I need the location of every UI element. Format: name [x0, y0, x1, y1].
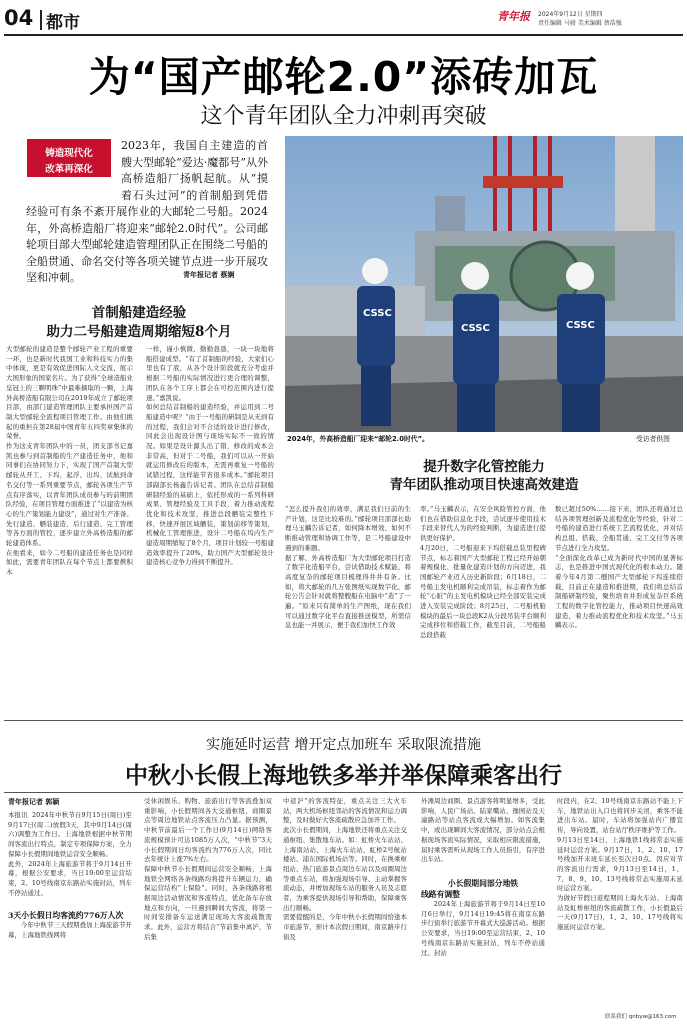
article2-byline: 青年报记者 郭颖	[8, 797, 60, 806]
article1-col3: “怎么提升我们的效率，满足我们日前的生产计划，这是比较难的。”邮轮项目部部长助理马玉麟告诉记者，如何降本增效、如何不断推动管理和协调工作等，是二号船建设中遇到的难题。 据了解，外高桥造船厂为大型邮轮项目打造了数字化造船平台，尝试借助技术赋能，将高度复杂的邮轮项目梳理得井井有条。比如，将大邮轮的几万张图纸实现数字化，邮轮公告会针对就将整艘船在电脑中“造”了一遍。“原来只有简单的生产图纸，现在我们可以通过数字化平台直接推送模型，所需信息也能一并展示，便于我们加快工作效	[285, 505, 411, 630]
lead-text: 2023年，我国自主建造的首艘大型邮轮“爱达·魔都号”从外高桥造船厂扬帆起航。从“摸着石头过河”的首制船到凭借经验可有条不紊开展作业的大邮轮二号船。2024年，外高桥造船厂将迎来“邮轮2.0时代”。公司邮轮项目部大型邮轮建造管理团队正在围绕二号船的全船贯通、命名交付等各项关键节点进一步开展攻坚和冲刺。	[26, 139, 268, 284]
article2-col1-wrap	[8, 811, 132, 1011]
shipyard-photo	[285, 136, 683, 432]
date-line: 2024年9月12日 星期四	[538, 11, 603, 18]
article2-col1: 本报讯 2024年中秋节自9月15日(周日)至9月17日(周二)放假3天，其中9月14日(周六)调整为工作日。上海地铁根据中秋节期间客流出行特点，制定专项保障方案，全力保障小长假期间地铁运营安全顺畅。 此外，2024年上海旅游节将于9月14日开幕，根据公安要求，当日19:00至运营结束，2、10号线南京东路站实施封站，列车不停站通过。	[8, 811, 132, 897]
article2-col4: 外滩周边商圈、景点游客将明显增多，受此影响，人民广场站、陆家嘴站、豫园站及天潼路站等站点客流或大幅增加。如客流集中，或出现瞬间大客流情况，部分站点会根据现场客流实际情况，采取相应限流措施，届时乘客需听从现场工作人员指引，有序进出车站。	[421, 797, 545, 864]
article2-kicker: 实施延时运营 增开定点加班车 采取限流措施	[206, 737, 481, 753]
newspaper-logo: 青年报	[497, 10, 530, 23]
red-tag-line2: 改革再深化	[45, 164, 93, 175]
article2-col4-subhead-line1: 小长假期间部分地铁	[447, 879, 519, 888]
article1-col5: 数已超过50%……接下来，团队还将通过总结各项管理创新及流程优化等经验，针对二号船的建造进行系统工艺流程优化，并对结构总组、搭载、全船贯通、完工交付等各项节点进行全力攻坚。 “全面深化改革已成为新时代中国的显著标志，也是推进中国式现代化的根本动力。随着今年4月第二艘国产大型邮轮下坞连续搭载，目前正在建造和推进期，我们将总结首制船研制经验，聚焦培育并形成复杂巨系统工程的数字化管控能力，推动项目快速高效建造，着力推动流程优化和技术攻坚。”马玉麟表示。	[555, 505, 683, 630]
main-headline: 为“国产邮轮2.0”添砖加瓦	[88, 53, 599, 101]
article2-col1-tail: 今年中秋节三天假期叠加上海旅游节开幕，上海地铁线网将	[8, 921, 132, 939]
byline: 青年报记者 蔡娴	[183, 270, 235, 279]
section1-title-line2: 助力二号船建造周期缩短8个月	[46, 324, 232, 340]
helmet-logo-1: CSSC	[363, 308, 392, 319]
article2-col3: 中返沪”的客流特征，重点关注三大火车站，两大机场枢纽邻站的客流情况和运力调整，及时做好大客流疏散应急加开工作。 此次小长假期间，上海地铁还将重点关注交通枢纽、集散地车站。如：虹桥火车站站、上海南站站、上海火车站站、虹桥2号航站楼站、浦东国际机场站等。同时，在换乘枢纽站、热门旅游景点周边车站以及商圈周边等重点车站，将加强现场引导、主动掌握客流动态，并增加现场车站的服务人员及志愿者，为乘客提供现场引导和帮助，保障乘客出行顺畅。 需要提醒的是，今年中秋小长假期间恰逢本市旅游节，预计本次假日期间，南京路步行街及	[283, 797, 407, 941]
section-name: 都市	[46, 13, 80, 33]
article2-col4-wrap	[421, 797, 545, 1015]
editors-line: 责任编辑 马骏 美术编辑 蔡浩强	[538, 20, 622, 27]
footer-contact: 联系我们 qnbyw@163.com	[605, 1014, 677, 1020]
lead-paragraph	[26, 138, 268, 288]
section2-title-line1: 提升数字化管控能力	[423, 459, 545, 475]
article-divider	[4, 720, 683, 721]
article2-headline: 中秋小长假上海地铁多举并举保障乘客出行	[125, 763, 562, 789]
article2-col5: 时段内，在2、10号线南京东路站不能上下车，地铁站出入口也将同步关闭，乘客不能进出车站。届时，车站将加强站内广播宣传，导向设置，站台站厅秩序维护等工作。 9月13日至14日，上海地铁1线将常态实施延时运营方案。9月17日，1、2、10、17号线加开末班车延长至次日0点。因应对节的客流出行需求，9月13日至14日，1、7、8、9、10、13号线将常态实施周末延时运营方案。 为做好节假日返程期间上海火车站、上海南站及虹桥枢纽的客流疏散工作，小长假最后一天(9月17日)，1、2、10、17号线将实施延时运营方案。	[557, 797, 683, 932]
helmet-logo-3: CSSC	[566, 320, 595, 331]
article2-col4-subhead-line2: 线路有调整	[421, 890, 460, 899]
photo-caption: 2024年，外高桥造船厂迎来“邮轮2.0时代”。	[287, 435, 429, 443]
photo-credit: 受访者供图	[636, 435, 670, 443]
article2-col2: 受休闲娱乐、购物、旅游出行等客流叠加双重影响，小长假期间各大交通枢纽、商圈景点等周边地铁站点客流压力凸显。据预测，中秋节前最后一个工作日(9月14日)网络客流规模预计可达1085万人次，“中秋节”3天小长假期间日均客流约为776万人次，同比去年统计上涨7%左右。 保障中秋节小长假期间运营安全顺畅，上海地铁全网络各条线路均将提升车辆运力，确保运营结构“上保险”。同时，各条线路将根据周边活动情况和客流特点，优化备车存放地点和方向，一旦遇到瞬间大客流，将第一时间安排备车运送满足现场大客流疏散需求。此外，运营方将结合“节前集中离沪、节后集	[144, 797, 272, 941]
main-subheadline: 这个青年团队全力冲刺再突破	[200, 104, 487, 129]
header-divider	[40, 10, 42, 30]
article2-col4-tail: 2024年上海旅游节将于9月14日至10月6日举行，9月14日19:45将在南京东路步行街举行旅游节开幕式大巡游活动。根据公安要求，当日19:00至运营结束，2、10号线南京东路站实施封站，列车不停站通过。封站	[421, 900, 545, 957]
article1-col4: 率。”马玉麟表示，在安全风险管控方面，他们也在借助信息化手段，尝试逐步使用技术手段来替代人为的经验判断，为建造进行提供更好保护。 4月20日，二号船迎来下坞搭载总装里程碑节点，标志着国产大型邮轮工程已经开始朝着规模化、批量化建造计划的方向迈进，我国邮轮产业迈入历史新阶段；6月18日，二号船主发电机顺利完成吊装，标志着作为邮轮“心脏”的主发电机模块已经全部安装完成进入安装完成阶段；8月25日，二号船机舱模块的最后一块总段K2从分段吊装平台顺利完成移位和搭载工作，截至目前，二号船船总段搭载	[420, 505, 546, 640]
page-number: 04	[4, 6, 34, 30]
article1-col1: 大型邮轮的建造是整个邮轮产业工程的重要一环，也是新时代我国工业和科技实力的集中体现，更是有效促进国际人文交流、展示大国形象的国家名片。为了获得“全球造船业皇冠上的三颗明珠”中最难摘取的一颗，上海外高桥造船有限公司在2019年成立了邮轮项目部，由部门建造管理团队主要承担国产首制大型邮轮全流程项目管理工作。由他们挑起的重担在第28届中国青年五四奖章集体的荣誉。 作为这支青年团队中的一员，团支部书记嘉凯也参与到首制船的生产建造任务中，他和同事们在协同努力下，实现了国产首制大型邮轮从开工、下坞、起浮、出坞、试航到命名交付等一系列重要节点，邮轮各项生产节点有序落实，以青年团队成员参与的前期团队经验，在项目管理方面推进了“以建造为核心的生产策划能力建设”，通过对生产准备、先行建造、舾装建造、后行建造、完工管理等各方面的管控，逐步建立外高桥造船的邮轮建造体系。 在他看来，如今二号船的建造任务也是同样如此，需要青年团队在每个节点上都要携积木	[6, 345, 133, 577]
article2-headline-rule	[4, 792, 683, 793]
red-tag-line1: 铸造现代化	[45, 148, 93, 159]
helmet-logo-2: CSSC	[461, 323, 490, 334]
section2-title-line2: 青年团队推动项目快速高效建造	[389, 477, 579, 493]
article2-col1-subhead: 3天小长假日均客流约776万人次	[8, 911, 124, 920]
article1-col2: 一样，谨小慎微、勤勤恳恳，一块一块地将船搭建成型。“有了首制船的经验，大家们心里也有了底，从各个设计阶段就充分考虑并根据二号船的实际情况进行更合理的调整，团队在各个工序上都会在可控范围内进行提速。”嘉凯说。 如何总结首制船的建造经验，并运用到二号船建造中呢？“由于一号船的研制是从无到有的过程，我们会对不合适的设计进行修改，同此会出现设计图与现场实际不一致的情况。如果是设计源头出了错，修改的成本会非常高，但对于二号船，我们可以从一开始就运用修改后的版本，无需再重复一号船的试错过程，这样能节省很多成本。”邮轮项目部副部长杨鑫告诉记者。团队在总结首制船研制经验的基础上，依托形成的一系列科研成果、管理经验及工具手段，着力推动流程优化和技术攻坚，推进总段舾装完整性下移，快速开展区域舾装，策划前移等策划，机械化工管理推进，设计二号船在坞内生产建造周期缩短了8个月，项目计划较一号船建造效率提升了20%，助力国产大型邮轮设计建造核心竞争力得到不断提升。	[146, 345, 274, 567]
section1-title-line1: 首制船建造经验	[91, 305, 187, 321]
header-rule	[4, 34, 683, 36]
photo-illustration	[285, 136, 683, 432]
